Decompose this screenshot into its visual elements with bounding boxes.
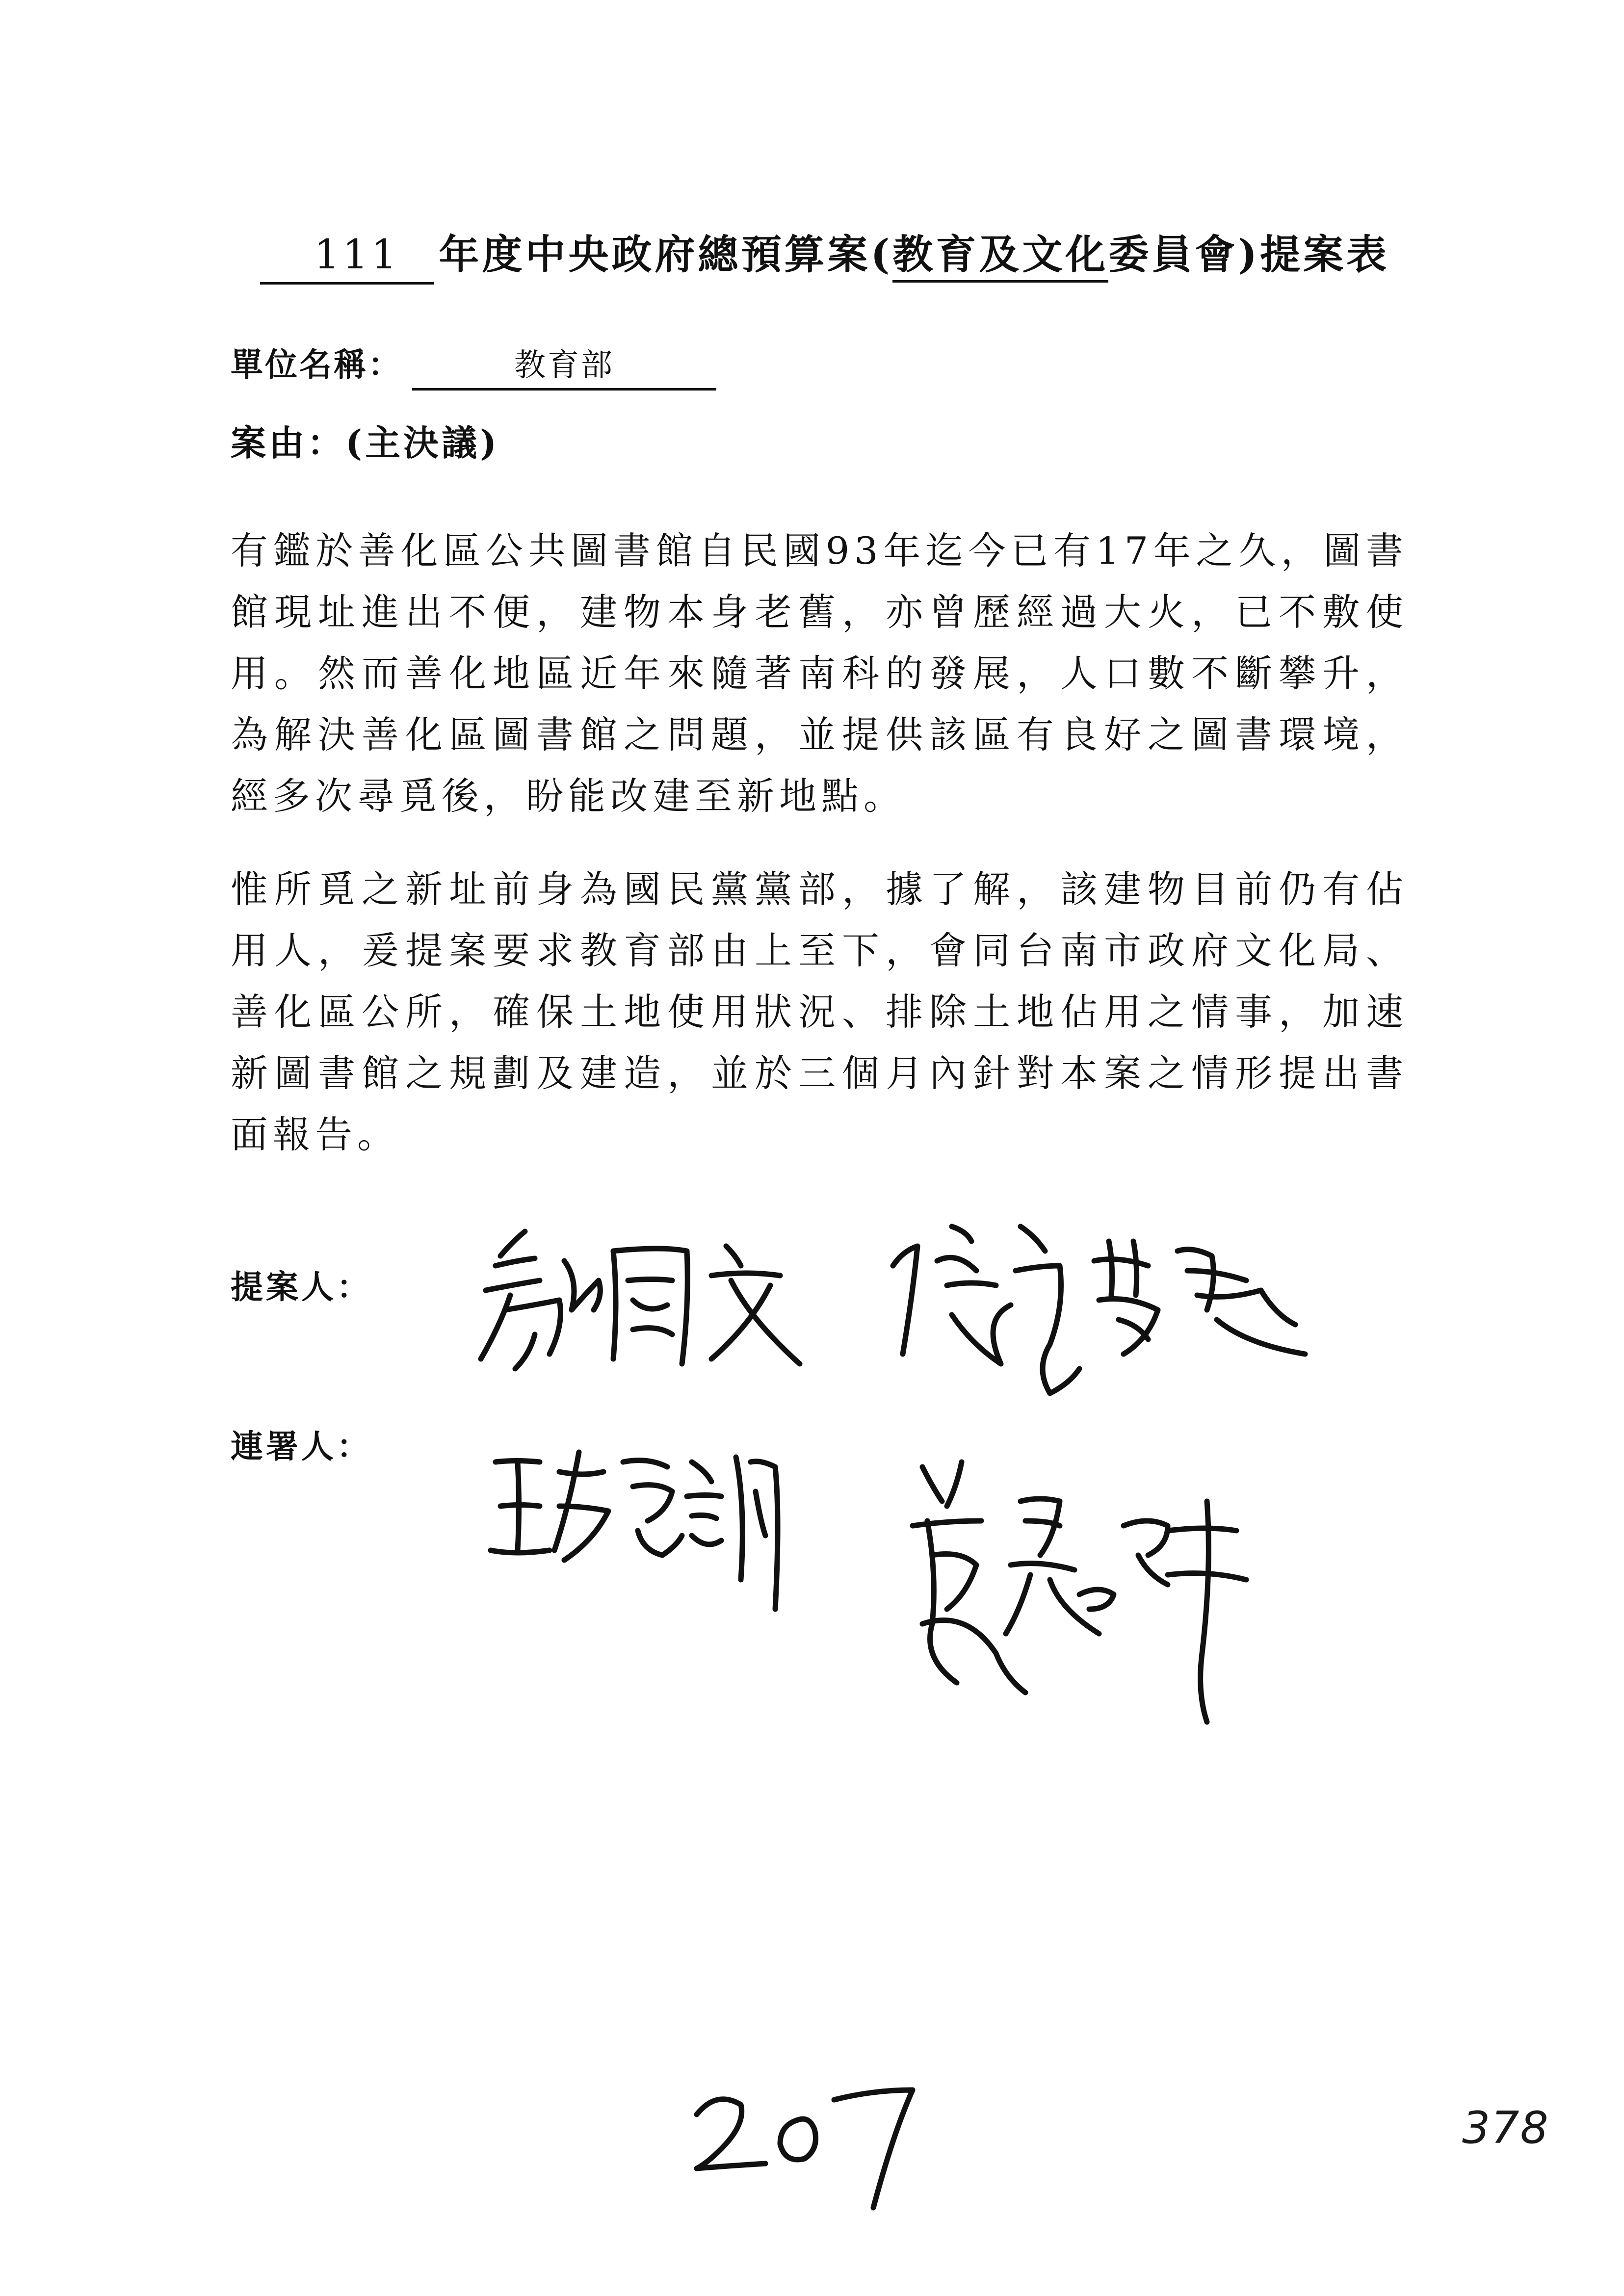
cosigner-signature-2 xyxy=(893,1447,1285,1742)
signature-drawing xyxy=(466,1212,819,1379)
form-title xyxy=(260,231,1389,285)
body-paragraph-2: 惟所覓之新址前身為國民黨黨部，據了解，該建物目前仍有佔用人，爰提案要求教育部由上至下，會同台南市政府文化局、善化區公所，確保土地使用狀況、排除土地佔用之情事，加速新圖書館之規劃及建造，並於三個月內針對本案之情形提出書面報告。 xyxy=(231,867,1408,1156)
signature-drawing xyxy=(873,1197,1325,1403)
proposer-label: 提案人： xyxy=(231,1268,372,1306)
unit-name-label: 單位名稱： xyxy=(231,345,402,384)
title-suffix: 委員會)提案表 xyxy=(1108,231,1390,278)
unit-name-row xyxy=(231,339,716,391)
title-year: 111 xyxy=(260,231,434,285)
proposer-signature-1 xyxy=(466,1212,819,1379)
signature-drawing xyxy=(893,1447,1285,1742)
case-reason-label: 案由：(主決議) xyxy=(231,422,500,464)
signature-drawing xyxy=(486,1433,819,1619)
title-committee: 教育及文化 xyxy=(892,231,1108,283)
handwritten-number-drawing xyxy=(687,2070,922,2218)
title-prefix: 年度中央政府總預算案( xyxy=(439,231,893,278)
body-paragraph-1: 有鑑於善化區公共圖書館自民國93年迄今已有17年之久，圖書館現址進出不便，建物本身老舊，亦曾歷經過大火，已不敷使用。然而善化地區近年來隨著南科的發展，人口數不斷攀升，為解決善化區圖書館之問題，並提供該區有良好之圖書環境，經多次尋覓後，盼能改建至新地點。 xyxy=(231,529,1408,818)
cosigner-label: 連署人： xyxy=(231,1427,372,1465)
cosigner-signature-1 xyxy=(486,1433,819,1619)
proposer-signature-2 xyxy=(873,1197,1325,1403)
unit-name-value: 教育部 xyxy=(412,340,716,391)
page-number: 378 xyxy=(1462,2102,1549,2154)
handwritten-number xyxy=(687,2070,922,2218)
